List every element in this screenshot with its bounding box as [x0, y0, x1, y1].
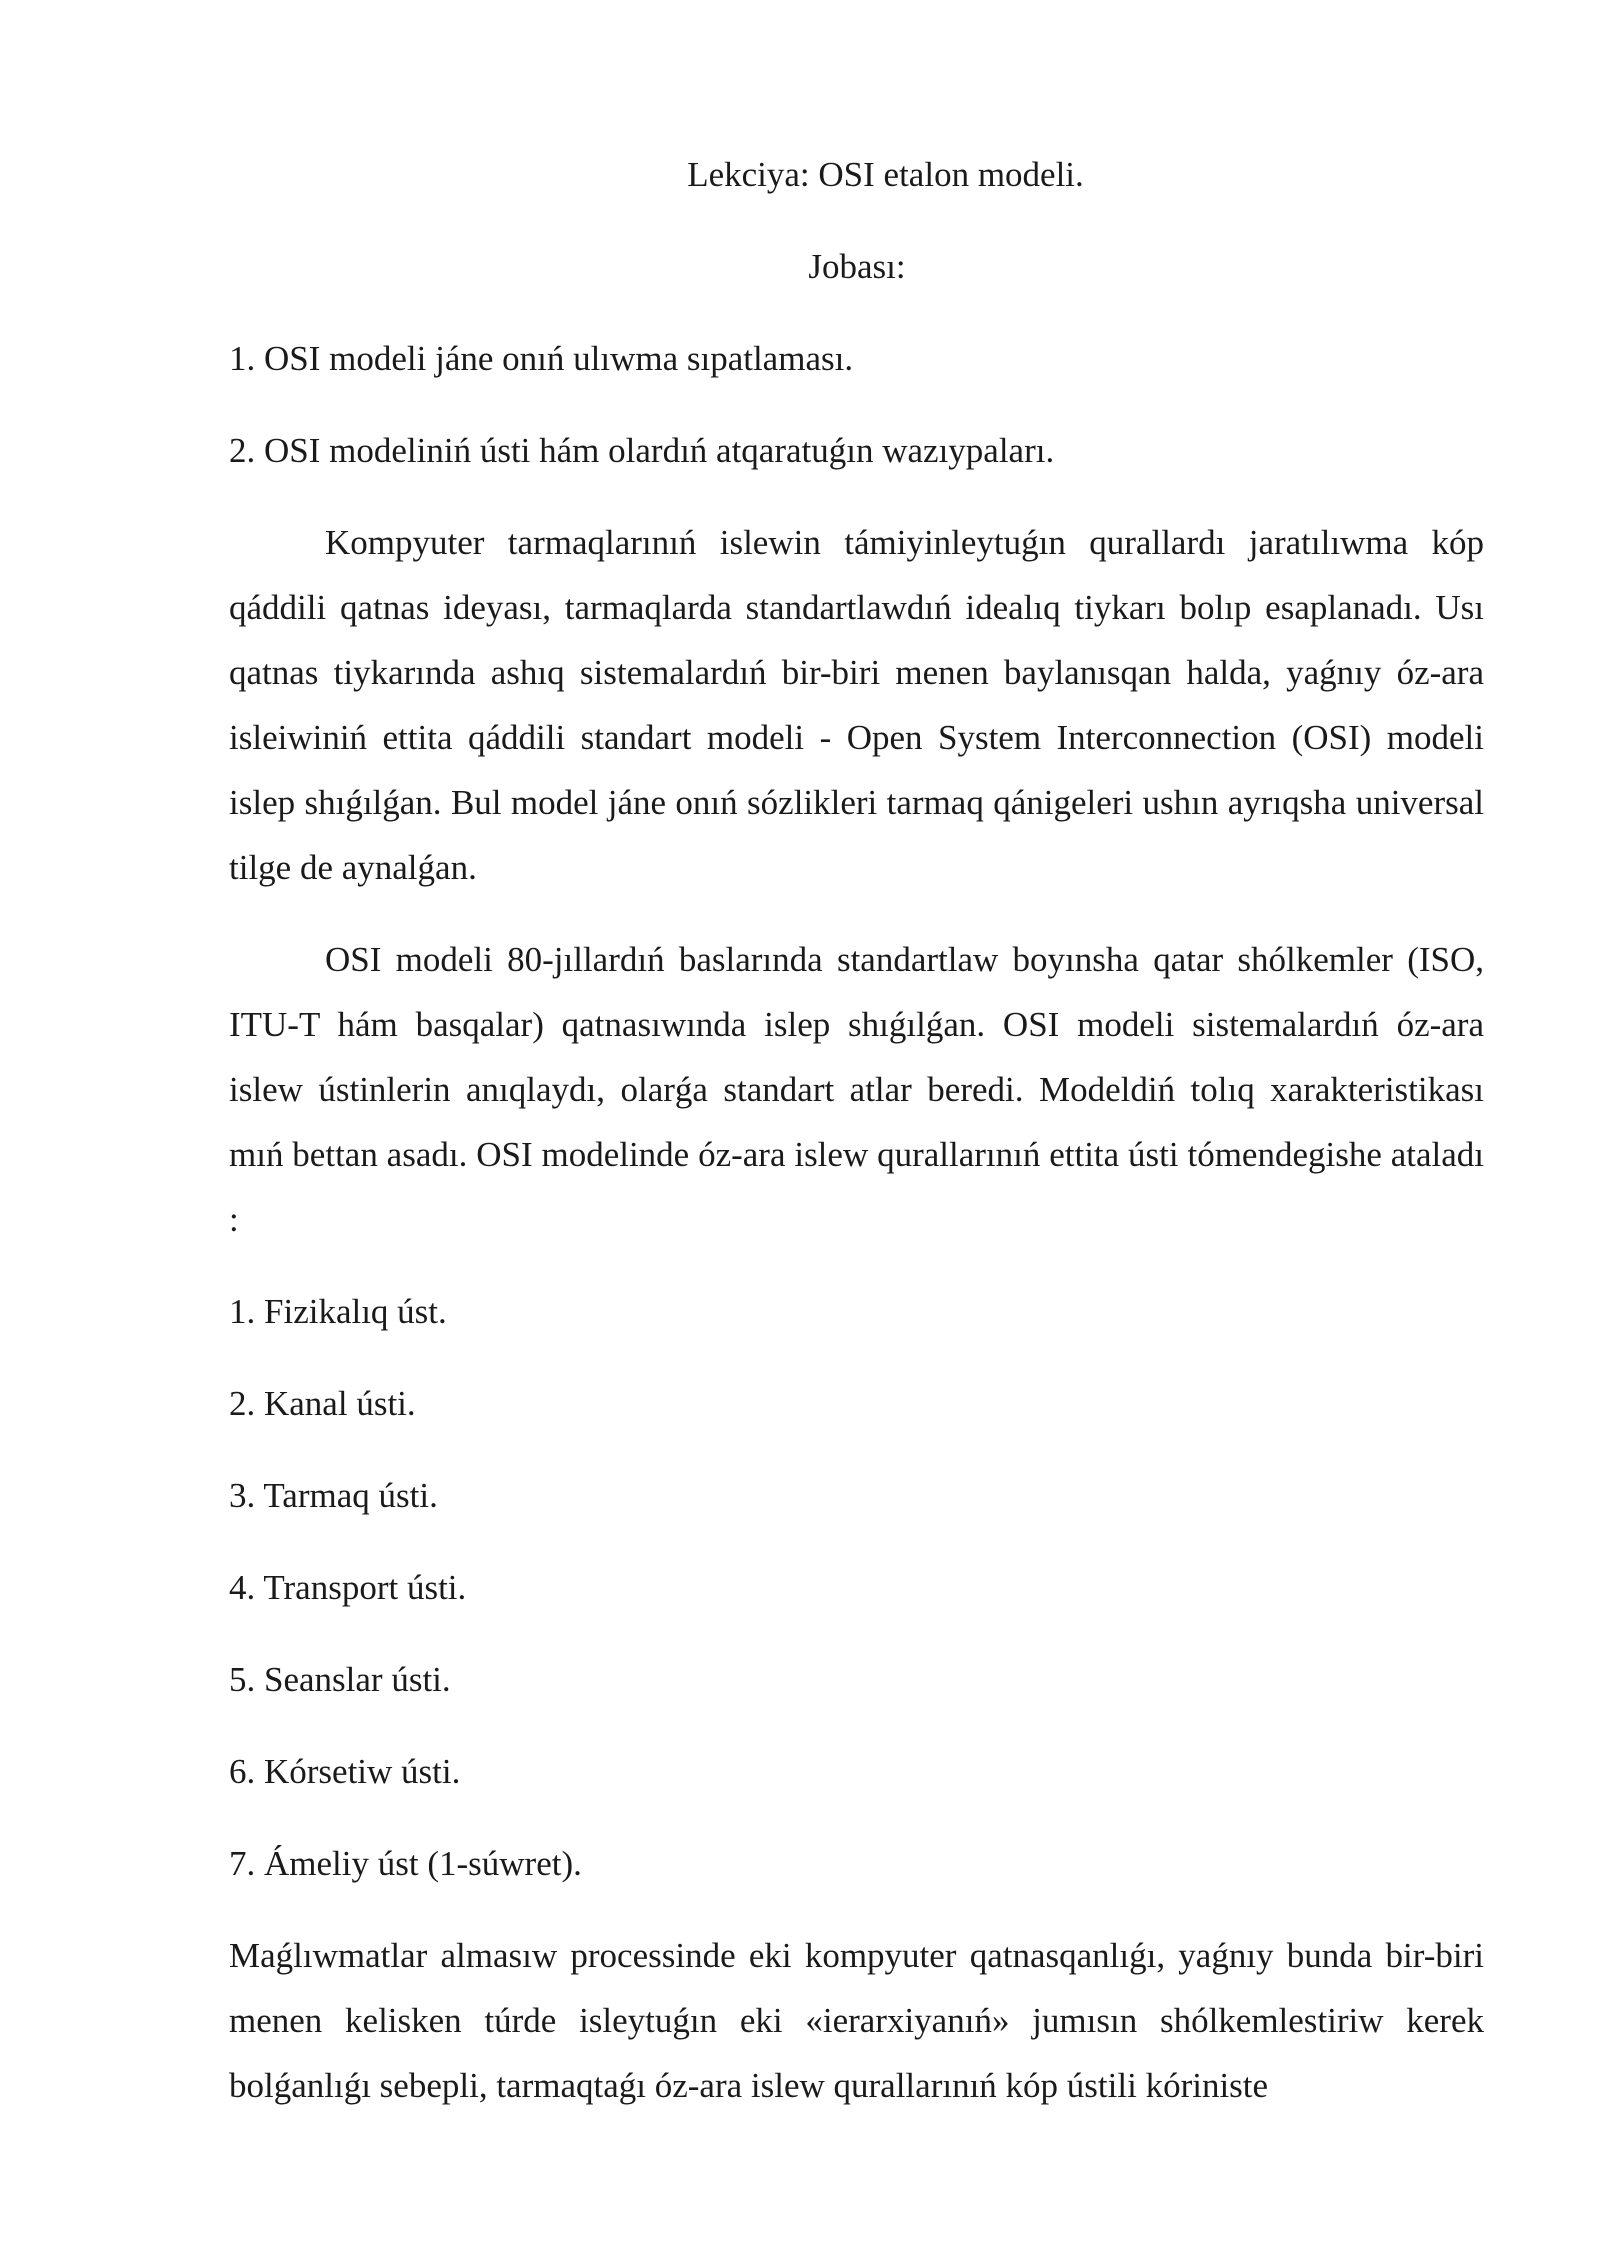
layer-item-presentation: 6. Kórsetiw ústi.: [229, 1752, 461, 1791]
paragraph-osi-history: OSI modeli 80-jıllardıń baslarında standartlaw boyınsha qatar shólkemler (ISO, ITU-T hám basqalar) qatnasıwında islep shıǵılǵan. OSI modeli sistemalardıń óz-ara islew ústinlerin anıqlaydı, olarǵa standart atlar beredi. Modeldiń tolıq xarakteristikası mıń bettan asadı. OSI modelinde óz-ara islew qurallarınıń ettita ústi tómendegishe ataladı :: [229, 940, 1484, 1239]
document-page: [229, 142, 1484, 2118]
paragraph-data-exchange: Maǵlıwmatlar almasıw processinde eki kompyuter qatnasqanlıǵı, yaǵnıy bunda bir-biri menen kelisken túrde isleytuǵın eki «ierarxiyanıń» jumısın shólkemlestiriw kerek bolǵanlıǵı sebepli, tarmaqtaǵı óz-ara islew qurallarınıń kóp ústili kóriniste: [229, 1936, 1484, 2105]
layer-item-physical: 1. Fizikalıq úst.: [229, 1292, 447, 1331]
osi-layer-list: [229, 1279, 1484, 1896]
layer-item-network: 3. Tarmaq ústi.: [229, 1476, 438, 1515]
document-title: Lekciya: OSI etalon modeli.: [687, 155, 1084, 194]
layer-item-application: 7. Ámeliy úst (1-súwret).: [229, 1844, 582, 1883]
outline-item-1: 1. OSI modeli jáne onıń ulıwma sıpatlaması.: [229, 339, 854, 378]
layer-item-data-link: 2. Kanal ústi.: [229, 1384, 416, 1423]
layer-item-session: 5. Seanslar ústi.: [229, 1660, 451, 1699]
outline-item-2: 2. OSI modeliniń ústi hám olardıń atqaratuǵın wazıypaları.: [229, 431, 1055, 470]
paragraph-intro: Kompyuter tarmaqlarınıń islewin támiyinleytuǵın qurallardı jaratılıwma kóp qáddili qatnas ideyası, tarmaqlarda standartlawdıń idealıq tiykarı bolıp esaplanadı. Usı qatnas tiykarında ashıq sistemalardıń bir-biri menen baylanısqan halda, yaǵnıy óz-ara isleiwiniń ettita qáddili standart modeli - Open System Interconnection (OSI) modeli islep shıǵılǵan. Bul model jáne onıń sózlikleri tarmaq qánigeleri ushın ayrıqsha universal tilge de aynalǵan.: [229, 523, 1484, 887]
document-subtitle: Jobası:: [808, 247, 906, 286]
layer-item-transport: 4. Transport ústi.: [229, 1568, 467, 1607]
